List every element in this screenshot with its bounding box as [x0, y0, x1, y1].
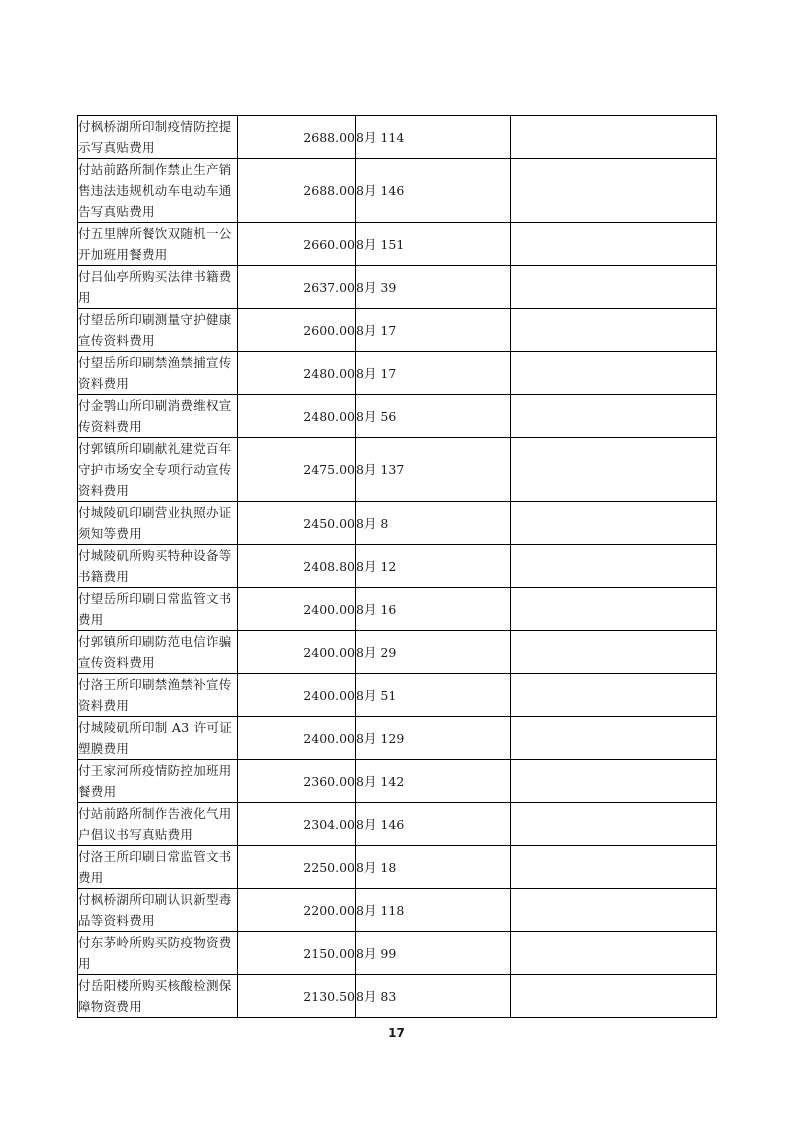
amount-cell: 2637.00	[238, 266, 356, 309]
table-row	[78, 932, 717, 975]
expense-table-body	[78, 116, 717, 1018]
month-voucher-cell: 8月 142	[356, 760, 511, 803]
remarks-cell	[511, 889, 717, 932]
expense-description-cell: 付望岳所印刷测量守护健康宣传资料费用	[78, 309, 238, 352]
month-voucher-cell: 8月 83	[356, 975, 511, 1018]
month-voucher-cell: 8月 39	[356, 266, 511, 309]
remarks-cell	[511, 438, 717, 502]
table-row	[78, 309, 717, 352]
amount-cell: 2475.00	[238, 438, 356, 502]
remarks-cell	[511, 674, 717, 717]
remarks-cell	[511, 588, 717, 631]
remarks-cell	[511, 502, 717, 545]
month-voucher-cell: 8月 137	[356, 438, 511, 502]
expense-description-cell: 付岳阳楼所购买核酸检测保障物资费用	[78, 975, 238, 1018]
expense-description-cell: 付城陵矶所印制 A3 许可证塑膜费用	[78, 717, 238, 760]
remarks-cell	[511, 717, 717, 760]
expense-description-cell: 付站前路所制作禁止生产销售违法违规机动车电动车通告写真贴费用	[78, 159, 238, 223]
month-voucher-cell: 8月 8	[356, 502, 511, 545]
month-voucher-cell: 8月 16	[356, 588, 511, 631]
month-voucher-cell: 8月 99	[356, 932, 511, 975]
amount-cell: 2688.00	[238, 159, 356, 223]
remarks-cell	[511, 803, 717, 846]
amount-cell: 2200.00	[238, 889, 356, 932]
amount-cell: 2600.00	[238, 309, 356, 352]
expense-table	[77, 115, 717, 1018]
remarks-cell	[511, 116, 717, 159]
page-number: 17	[388, 1026, 405, 1040]
month-voucher-cell: 8月 114	[356, 116, 511, 159]
table-row	[78, 588, 717, 631]
month-voucher-cell: 8月 51	[356, 674, 511, 717]
table-row	[78, 846, 717, 889]
expense-description-cell: 付东茅岭所购买防疫物资费用	[78, 932, 238, 975]
expense-description-cell: 付王家河所疫情防控加班用餐费用	[78, 760, 238, 803]
remarks-cell	[511, 545, 717, 588]
month-voucher-cell: 8月 17	[356, 352, 511, 395]
table-row	[78, 116, 717, 159]
expense-description-cell: 付枫桥湖所印制疫情防控提示写真贴费用	[78, 116, 238, 159]
expense-description-cell: 付站前路所制作告液化气用户倡议书写真贴费用	[78, 803, 238, 846]
remarks-cell	[511, 352, 717, 395]
expense-description-cell: 付枫桥湖所印刷认识新型毒品等资料费用	[78, 889, 238, 932]
month-voucher-cell: 8月 12	[356, 545, 511, 588]
expense-description-cell: 付望岳所印刷日常监管文书费用	[78, 588, 238, 631]
amount-cell: 2480.00	[238, 352, 356, 395]
amount-cell: 2150.00	[238, 932, 356, 975]
table-row	[78, 975, 717, 1018]
remarks-cell	[511, 846, 717, 889]
table-row	[78, 502, 717, 545]
month-voucher-cell: 8月 17	[356, 309, 511, 352]
amount-cell: 2250.00	[238, 846, 356, 889]
table-row	[78, 545, 717, 588]
remarks-cell	[511, 266, 717, 309]
expense-description-cell: 付洛王所印刷禁渔禁补宣传资料费用	[78, 674, 238, 717]
expense-description-cell: 付金鹗山所印刷消费维权宣传资料费用	[78, 395, 238, 438]
month-voucher-cell: 8月 56	[356, 395, 511, 438]
month-voucher-cell: 8月 18	[356, 846, 511, 889]
table-row	[78, 159, 717, 223]
amount-cell: 2660.00	[238, 223, 356, 266]
table-row	[78, 717, 717, 760]
expense-description-cell: 付城陵矶印刷营业执照办证须知等费用	[78, 502, 238, 545]
table-row	[78, 631, 717, 674]
amount-cell: 2360.00	[238, 760, 356, 803]
amount-cell: 2450.00	[238, 502, 356, 545]
month-voucher-cell: 8月 118	[356, 889, 511, 932]
table-row	[78, 352, 717, 395]
amount-cell: 2400.00	[238, 674, 356, 717]
month-voucher-cell: 8月 29	[356, 631, 511, 674]
amount-cell: 2304.00	[238, 803, 356, 846]
amount-cell: 2480.00	[238, 395, 356, 438]
remarks-cell	[511, 395, 717, 438]
table-row	[78, 438, 717, 502]
amount-cell: 2400.00	[238, 717, 356, 760]
remarks-cell	[511, 760, 717, 803]
expense-description-cell: 付五里牌所餐饮双随机一公开加班用餐费用	[78, 223, 238, 266]
expense-description-cell: 付郭镇所印刷献礼建党百年守护市场安全专项行动宣传资料费用	[78, 438, 238, 502]
table-row	[78, 889, 717, 932]
table-row	[78, 395, 717, 438]
remarks-cell	[511, 159, 717, 223]
month-voucher-cell: 8月 151	[356, 223, 511, 266]
table-row	[78, 266, 717, 309]
expense-description-cell: 付郭镇所印刷防范电信诈骗宣传资料费用	[78, 631, 238, 674]
month-voucher-cell: 8月 146	[356, 803, 511, 846]
month-voucher-cell: 8月 146	[356, 159, 511, 223]
amount-cell: 2400.00	[238, 631, 356, 674]
expense-description-cell: 付望岳所印刷禁渔禁捕宣传资料费用	[78, 352, 238, 395]
remarks-cell	[511, 975, 717, 1018]
amount-cell: 2688.00	[238, 116, 356, 159]
remarks-cell	[511, 223, 717, 266]
expense-description-cell: 付城陵矶所购买特种设备等书籍费用	[78, 545, 238, 588]
amount-cell: 2130.50	[238, 975, 356, 1018]
expense-description-cell: 付吕仙亭所购买法律书籍费用	[78, 266, 238, 309]
table-row	[78, 674, 717, 717]
remarks-cell	[511, 631, 717, 674]
month-voucher-cell: 8月 129	[356, 717, 511, 760]
table-row	[78, 760, 717, 803]
amount-cell: 2408.80	[238, 545, 356, 588]
remarks-cell	[511, 309, 717, 352]
amount-cell: 2400.00	[238, 588, 356, 631]
table-row	[78, 223, 717, 266]
table-row	[78, 803, 717, 846]
expense-description-cell: 付洛王所印刷日常监管文书费用	[78, 846, 238, 889]
remarks-cell	[511, 932, 717, 975]
